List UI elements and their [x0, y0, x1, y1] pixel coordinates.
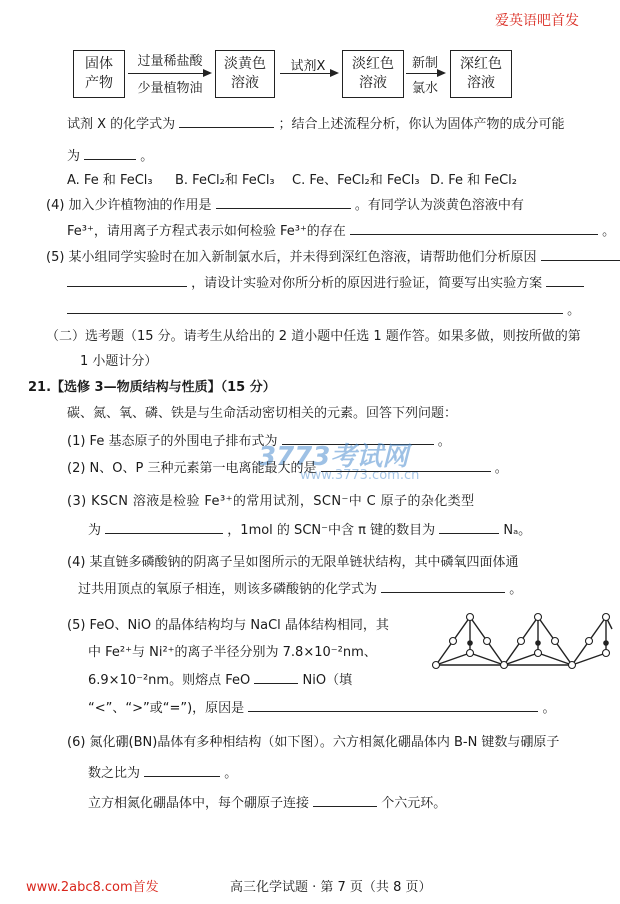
- q3-composition-label: 为: [67, 149, 81, 164]
- q4-line2: [67, 220, 615, 239]
- q3-option-b[interactable]: B. FeCl₂和 FeCl₃: [175, 173, 275, 188]
- q21-part5-fill-hint: NiO（填: [302, 673, 353, 688]
- q21-part6-ratio-prompt: 数之比为: [88, 766, 141, 781]
- watermark-url: www.3773.com.cn: [300, 468, 420, 483]
- q4-oil-blank[interactable]: [216, 197, 351, 209]
- flow-box-deep-red-solution: [450, 50, 512, 98]
- q4-line2-end: 。: [602, 224, 616, 239]
- q5-line1: [46, 246, 620, 265]
- q21-part1-end: 。: [437, 434, 451, 449]
- flow-box-3-line1: 淡红色: [352, 56, 394, 72]
- optional-section-heading: （二）选考题（15 分。请考生从给出的 2 道小题中任选 1 题作答。如果多做，则按所做的第: [46, 329, 581, 344]
- q3-option-a[interactable]: A. Fe 和 FeCl₃: [67, 173, 153, 188]
- q21-intro: 碳、氮、氧、磷、铁是与生命活动密切相关的元素。回答下列问题：: [67, 406, 458, 421]
- q21-part5-line4: [88, 697, 555, 716]
- q21-part5-reason-prompt: “<”、“>”或“=”)，原因是: [88, 701, 245, 716]
- flow-arrow-3: [406, 73, 444, 74]
- flow-arrow-2: [280, 73, 337, 74]
- q4-equation-blank[interactable]: [350, 223, 598, 235]
- flow-arrow2-label: 试剂X: [290, 59, 326, 74]
- flow-box-pale-red-solution: [342, 50, 404, 98]
- q3-option-c[interactable]: C. Fe、FeCl₂和 FeCl₃: [292, 173, 420, 188]
- q21-part6-line3: [88, 792, 446, 811]
- flow-box-4-line1: 深红色: [460, 56, 502, 72]
- q21-part4-line2: [78, 578, 522, 597]
- flow-box-2-line1: 淡黄色: [224, 56, 266, 72]
- polyphosphate-chain-figure: [430, 605, 615, 685]
- q21-part5-line2: 中 Fe²⁺与 Ni²⁺的离子半径分别为 7.8×10⁻²nm、: [88, 645, 377, 660]
- q21-part5-line1: (5) FeO、NiO 的晶体结构均与 NaCl 晶体结构相同，其: [67, 618, 389, 633]
- flow-box-pale-yellow-solution: [215, 50, 275, 98]
- q21-part5-melting-blank[interactable]: [254, 672, 298, 684]
- q21-part6-line2: [88, 762, 237, 781]
- q21-part3-hybrid-label: 为: [88, 523, 102, 538]
- q5-plan-blank-2[interactable]: [67, 302, 563, 314]
- q21-part1-prompt: (1) Fe 基态原子的外围电子排布式为: [67, 434, 278, 449]
- q3-reagent-blank[interactable]: [179, 116, 274, 128]
- q4-oil-prompt: (4) 加入少许植物油的作用是: [46, 198, 212, 213]
- q21-part4-line1: (4) 某直链多磷酸钠的阴离子呈如图所示的无限单链状结构，其中磷氧四面体通: [67, 555, 519, 570]
- flow-box-2-line2: 溶液: [231, 75, 259, 91]
- q5-line3: [67, 299, 580, 318]
- flow-arrow-1: [128, 73, 210, 74]
- flow-arrow1-bottom-label: 少量植物油: [137, 81, 203, 96]
- q21-part5-end: 。: [542, 701, 556, 716]
- q21-part2: [67, 457, 508, 476]
- q21-part3-line1: (3) KSCN 溶液是检验 Fe³⁺的常用试剂，SCN⁻中 C 原子的杂化类型: [67, 494, 475, 509]
- footer-site-link[interactable]: www.2abc8.com首发: [26, 880, 159, 895]
- q21-part6-rings-prompt: 立方相氮化硼晶体中，每个硼原子连接: [88, 796, 310, 811]
- q21-part3-hybrid-blank[interactable]: [105, 522, 223, 534]
- q5-plan-prompt: ，请设计实验对你所分析的原因进行验证，简要写出实验方案: [191, 276, 543, 291]
- q5-line3-end: 。: [567, 303, 581, 318]
- q21-part2-blank[interactable]: [321, 460, 491, 472]
- q21-part6-ratio-blank[interactable]: [144, 765, 220, 777]
- q21-part4-end: 。: [509, 582, 523, 597]
- q21-part5-reason-blank[interactable]: [248, 700, 538, 712]
- q21-part3-pi-prompt: ，1mol 的 SCN⁻中含 π 键的数目为: [227, 523, 436, 538]
- q3-reagent-prompt: 试剂 X 的化学式为: [67, 117, 176, 132]
- q21-part6-line2-end: 。: [224, 766, 238, 781]
- q4-equation-prompt: Fe³⁺，请用离子方程式表示如何检验 Fe³⁺的存在: [67, 224, 346, 239]
- flow-box-4-line2: 溶液: [467, 75, 495, 91]
- q5-plan-blank-1[interactable]: [546, 275, 584, 287]
- q5-reason-blank-2[interactable]: [67, 275, 187, 287]
- flow-arrow3-label-1: 新制: [411, 56, 438, 71]
- q21-part6-rings-end: 个六元环。: [381, 796, 447, 811]
- flow-box-1-line1: 固体: [85, 56, 113, 72]
- q21-part3-line2: [88, 519, 531, 538]
- flow-box-solid-product: [73, 50, 125, 98]
- q5-reason-prompt: (5) 某小组同学实验时在加入新制氯水后，并未得到深红色溶液，请帮助他们分析原因: [46, 250, 537, 265]
- q21-part4-blank[interactable]: [381, 581, 505, 593]
- q21-part4-prompt: 过共用顶点的氧原子相连，则该多磷酸钠的化学式为: [78, 582, 378, 597]
- q21-title: 21.【选修 3—物质结构与性质】（15 分）: [28, 380, 276, 395]
- flow-box-3-line2: 溶液: [359, 75, 387, 91]
- flow-arrow1-top-label: 过量稀盐酸: [137, 54, 203, 69]
- q5-reason-blank-1[interactable]: [541, 249, 620, 261]
- footer-page-number: 高三化学试题 · 第 7 页（共 8 页）: [230, 880, 432, 895]
- flow-arrow3-label-2: 氯水: [411, 81, 438, 96]
- q4-line1: [46, 194, 524, 213]
- q21-part3-pi-blank[interactable]: [439, 522, 499, 534]
- q21-part3-unit: Nₐ。: [503, 523, 532, 538]
- q21-part2-prompt: (2) N、O、P 三种元素第一电离能最大的是: [67, 461, 317, 476]
- q3-line2: [67, 145, 153, 164]
- q21-part5-melting-prompt: 6.9×10⁻²nm。则熔点 FeO: [88, 673, 251, 688]
- site-note: 爱英语吧首发: [495, 13, 579, 29]
- q21-part5-line3: [88, 669, 352, 688]
- q3-composition-prompt: ；结合上述流程分析，你认为固体产物的成分可能: [278, 117, 565, 132]
- flow-box-1-line2: 产物: [85, 75, 113, 91]
- q3-composition-blank[interactable]: [84, 148, 136, 160]
- optional-section-heading-cont: 1 小题计分）: [80, 354, 158, 369]
- q21-part2-end: 。: [494, 461, 508, 476]
- q3-line1: [67, 113, 564, 132]
- q5-line2: [67, 272, 584, 291]
- q4-fe3-claim: 。有同学认为淡黄色溶液中有: [354, 198, 524, 213]
- q3-option-d[interactable]: D. Fe 和 FeCl₂: [430, 173, 517, 188]
- q21-part6-rings-blank[interactable]: [313, 795, 377, 807]
- q21-part6-line1: (6) 氮化硼(BN)晶体有多种相结构（如下图）。六方相氮化硼晶体内 B-N 键数与硼原子: [67, 735, 560, 750]
- q3-line2-end: 。: [140, 149, 154, 164]
- watermark-logo: 3773考试网: [258, 442, 409, 472]
